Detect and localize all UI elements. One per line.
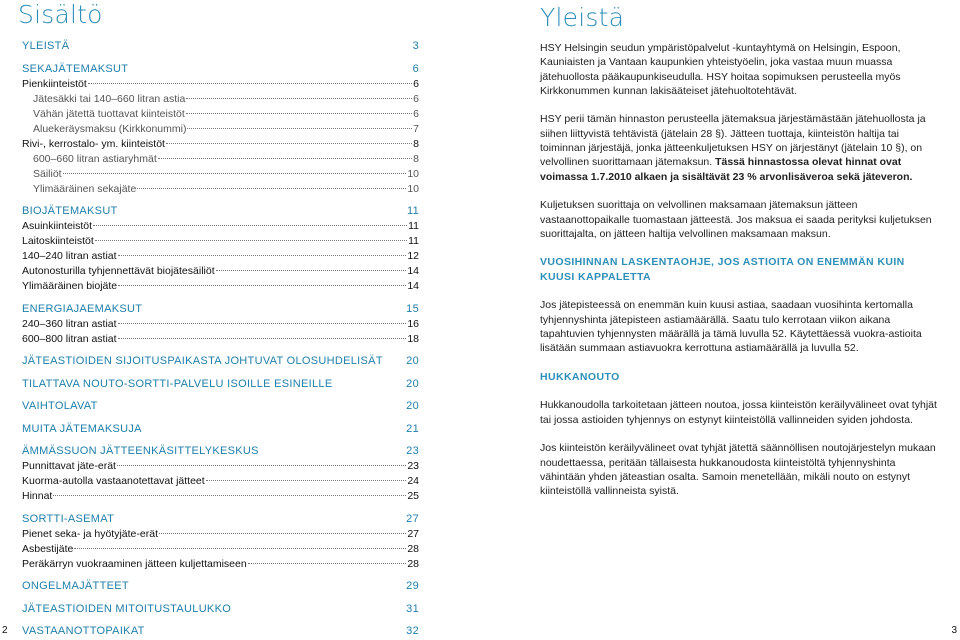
toc-entry-label: Säiliöt [33,167,62,180]
toc-page-number: 11 [408,235,419,247]
toc-section-entry[interactable] [22,204,419,219]
section-heading: VUOSIHINNAN LASKENTAOHJE, JOS ASTIOITA ON ENEMMÄN KUIN KUUSI KAPPALETTA [540,256,905,283]
toc-dot-leader [74,548,406,549]
toc-page-number: 27 [406,512,419,525]
toc-entry-label: 240–360 litran astiat [22,317,117,330]
toc-entry[interactable] [22,542,419,557]
toc-spacer [22,617,419,625]
toc-spacer [22,197,419,205]
toc-dot-leader [118,285,406,286]
toc-dot-leader [63,173,407,174]
toc-section-label: JÄTEASTIOIDEN SIJOITUSPAIKASTA JOHTUVAT OLOSUHDELISÄT [22,355,383,367]
toc-entry[interactable] [22,137,419,152]
toc-section-label: ENERGIAJAEMAKSUT [22,302,143,315]
toc-section-entry[interactable] [22,624,419,639]
paragraph: Jos jätepisteessä on enemmän kuin kuusi astiaa, saadaan vuosihinta kertomalla tyhjennyshinta jätepisteen astiamäärällä. Saatu tulo kerrotaan viikon aikana tapahtuvien tyhjennysten määrällä ja tämä luvulla 52. Käytettäessä vuokra-astioita lisätään summaan astiavuokra kerrottuna astiamäärällä ja luvulla 52. [540,299,922,355]
toc-page-number: 32 [406,625,419,637]
toc-page-number: 18 [407,332,419,345]
toc-page-number: 8 [413,152,419,165]
toc-entry[interactable] [22,459,419,474]
toc-spacer [22,347,419,355]
toc-entry[interactable] [22,234,419,249]
body-text [540,41,940,513]
toc-entry[interactable] [22,107,419,122]
toc-page-number: 3 [412,40,419,52]
toc-page-number: 6 [413,107,419,120]
toc-page-number: 29 [406,580,419,592]
toc-section-entry[interactable] [22,377,419,392]
toc-spacer [22,437,419,445]
toc-dot-leader [186,113,412,114]
toc-spacer [22,572,419,580]
toc-page-number: 23 [406,445,419,457]
toc-section-label: ONGELMAJÄTTEET [22,580,129,592]
page-title: Sisältö [18,0,103,29]
paragraph: Jos kiinteistön keräilyvälineet ovat tyhjät jätettä säännöllisen noutojärjestelyn mukaan noudettaessa, peritään tällaisesta hukkanoudosta kiinteistöltä tyhjennyshinta vähintään yhden jäteastian osalta. Samoin menetellään, mikäli nouto on estynyt kiinteistöllä vallinneista syistä. [540,442,936,498]
toc-page-number: 12 [407,250,419,262]
toc-page-number: 28 [407,557,419,570]
page-number: 2 [2,625,8,636]
toc-page-number: 14 [407,280,419,292]
toc-entry[interactable] [22,527,419,542]
toc-entry-label: Pienkiinteistöt [22,77,87,90]
right-page [480,0,960,640]
toc-section-label: JÄTEASTIOIDEN MITOITUSTAULUKKO [22,602,232,615]
toc-section-label: SORTTI-ASEMAT [22,512,115,525]
toc-page-number: 11 [408,220,419,232]
toc-section-label: VASTAANOTTOPAIKAT [22,625,145,637]
toc-page-number: 8 [413,137,419,150]
toc-entry-label: Aluekeräysmaksu (Kirkkonummi) [33,122,187,135]
toc-entry[interactable] [22,219,419,234]
section-heading: HUKKANOUTO [540,370,620,383]
toc-section-entry[interactable] [22,444,419,459]
toc-page-number: 10 [407,167,419,180]
toc-entry-label: 600–800 litran astiat [22,332,117,345]
toc-spacer [22,392,419,400]
toc-section-entry[interactable] [22,602,419,617]
toc-entry[interactable] [22,317,419,332]
toc-entry[interactable] [22,332,419,347]
paragraph [540,112,940,183]
toc-entry[interactable] [22,489,419,504]
toc-entry[interactable] [22,249,419,264]
toc-dot-leader [186,98,412,99]
toc-page-number: 20 [406,355,419,367]
toc-section-entry[interactable] [22,302,419,317]
toc-section-label: VAIHTOLAVAT [22,400,98,412]
toc-dot-leader [53,495,406,496]
toc-spacer [22,54,419,62]
toc-entry-label: Rivi-, kerrostalo- ym. kiinteistöt [22,137,165,150]
toc-page-number: 21 [406,422,419,435]
toc-spacer [22,594,419,602]
toc-section-label: TILATTAVA NOUTO-SORTTI-PALVELU ISOILLE ESINEILLE [22,377,333,390]
toc-entry-label: Jätesäkki tai 140–660 litran astia [33,92,186,105]
toc-dot-leader [187,128,412,129]
toc-spacer [22,369,419,377]
toc-spacer [22,294,419,302]
toc-page-number: 6 [413,77,419,90]
toc-page-number: 11 [406,205,419,217]
toc-entry-label: Punnittavat jäte-erät [22,460,116,472]
toc-spacer [22,414,419,422]
toc-entry-label: Pienet seka- ja hyötyjäte-erät [22,527,158,540]
toc-entry-label: Ylimääräinen biojäte [22,280,118,292]
toc-section-label: SEKAJÄTEMAKSUT [22,62,129,75]
toc-entry-label: Kuorma-autolla vastaanotettavat jätteet [22,475,205,487]
toc-entry[interactable] [22,167,419,182]
toc-dot-leader [216,270,407,271]
toc-dot-leader [248,563,407,564]
toc-section-entry[interactable] [22,579,419,594]
toc-dot-leader [159,533,406,534]
toc-entry[interactable] [22,264,419,279]
toc-entry[interactable] [22,122,419,137]
toc-page-number: 20 [406,400,419,412]
toc-entry-label: 600–660 litran astiaryhmät [33,152,157,165]
toc-section-entry[interactable] [22,399,419,414]
toc-entry-label: Peräkärryn vuokraaminen jätteen kuljettamiseen [22,557,247,570]
toc-dot-leader [117,465,406,466]
toc-entry[interactable] [22,92,419,107]
toc-entry-label: Vähän jätettä tuottavat kiinteistöt [33,107,185,120]
toc-entry-label: Laitoskiinteistöt [22,235,94,247]
toc-entry-label: Autonosturilla tyhjennettävät biojätesäiliöt [22,265,215,277]
toc-dot-leader [88,83,412,84]
toc-section-entry[interactable] [22,39,419,54]
toc-entry[interactable] [22,182,419,197]
toc-page-number: 15 [406,302,419,315]
paragraph-bold-text: Tässä hinnastossa olevat hinnat ovat voimassa 1.7.2010 alkaen ja sisältävät 23 % arvonlisäveroa sekä jäteveron. [540,156,913,183]
toc-page-number: 27 [407,527,419,540]
toc-spacer [22,504,419,512]
toc-section-entry[interactable] [22,354,419,369]
toc-dot-leader [118,338,407,339]
toc-page-number: 6 [412,62,419,75]
toc-page-number: 23 [407,460,419,472]
toc-page-number: 7 [413,122,419,135]
toc-page-number: 10 [407,182,419,195]
toc-page-number: 31 [406,602,419,615]
page-number: 3 [951,625,957,636]
toc-entry[interactable] [22,474,419,489]
toc-page-number: 25 [407,490,419,502]
toc-entry[interactable] [22,279,419,294]
toc-section-label: YLEISTÄ [22,40,70,52]
toc-section-entry[interactable] [22,62,419,77]
toc-section-entry[interactable] [22,512,419,527]
toc-entry-label: 140–240 litran astiat [22,250,117,262]
toc-section-label: BIOJÄTEMAKSUT [22,205,118,217]
toc-section-label: MUITA JÄTEMAKSUJA [22,422,142,435]
toc-dot-leader [137,188,406,189]
paragraph: Hukkanoudolla tarkoitetaan jätteen noutoa, jossa kiinteistön keräilyvälineet ovat tyhjät tai jossa astioiden tyhjennys on estynyt kiinteistöllä vallinneiden syiden johdosta. [540,399,937,426]
toc-entry[interactable] [22,152,419,167]
toc-page-number: 6 [413,92,419,105]
toc-page-number: 16 [407,317,419,330]
paragraph: HSY Helsingin seudun ympäristöpalvelut -kuntayhtymä on Helsingin, Espoon, Kauniaisten ja Vantaan kaupunkien yhteistyöelin, joka vastaa muun muassa jätehuollosta pääkaupunkiseudulla. HSY hoitaa sopimuksen perusteella myös Kirkkonummen kunnan lakisääteiset jätehuoltotehtävät. [540,42,901,97]
paragraph: Kuljetuksen suorittaja on velvollinen maksamaan jätemaksun jätteen vastaanottopaikalle tuomastaan jätteestä. Jos maksua ei saada perityksi kuljetuksen suorittajalta, on jätteen haltija velvollinen maksamaan maksun. [540,199,932,240]
toc-section-label: ÄMMÄSSUON JÄTTEENKÄSITTELYKESKUS [22,445,259,457]
toc-entry-label: Ylimääräinen sekajäte [33,182,137,195]
toc-entry-label: Asbestijäte [22,542,74,555]
paragraph-text: HSY perii tämän hinnaston perusteella jätemaksua järjestämästään jätehuollosta ja siihen liittyvistä tehtävistä (jätelain 28 §). Jätteen tuottaja, kiinteistön haltija tai toiminnan järjestäjä, jonka jätteenkuljetuksen HSY on järjestänyt (jätelain 10 §), on velvollinen suorittamaan jätemaksun. [540,113,926,169]
toc-page-number: 24 [407,475,419,487]
toc-entry[interactable] [22,77,419,92]
toc-dot-leader [206,480,407,481]
page-title: Yleistä [540,3,625,32]
toc-dot-leader [118,255,407,256]
toc-entry-label: Asuinkiinteistöt [22,220,93,232]
table-of-contents [22,39,419,639]
toc-page-number: 14 [407,265,419,277]
toc-dot-leader [93,225,407,226]
toc-entry-label: Hinnat [22,490,53,502]
toc-dot-leader [95,240,407,241]
toc-dot-leader [118,323,407,324]
toc-entry[interactable] [22,557,419,572]
toc-section-entry[interactable] [22,422,419,437]
toc-page-number: 20 [406,377,419,390]
toc-dot-leader [166,143,412,144]
toc-dot-leader [158,158,412,159]
toc-page-number: 28 [407,542,419,555]
